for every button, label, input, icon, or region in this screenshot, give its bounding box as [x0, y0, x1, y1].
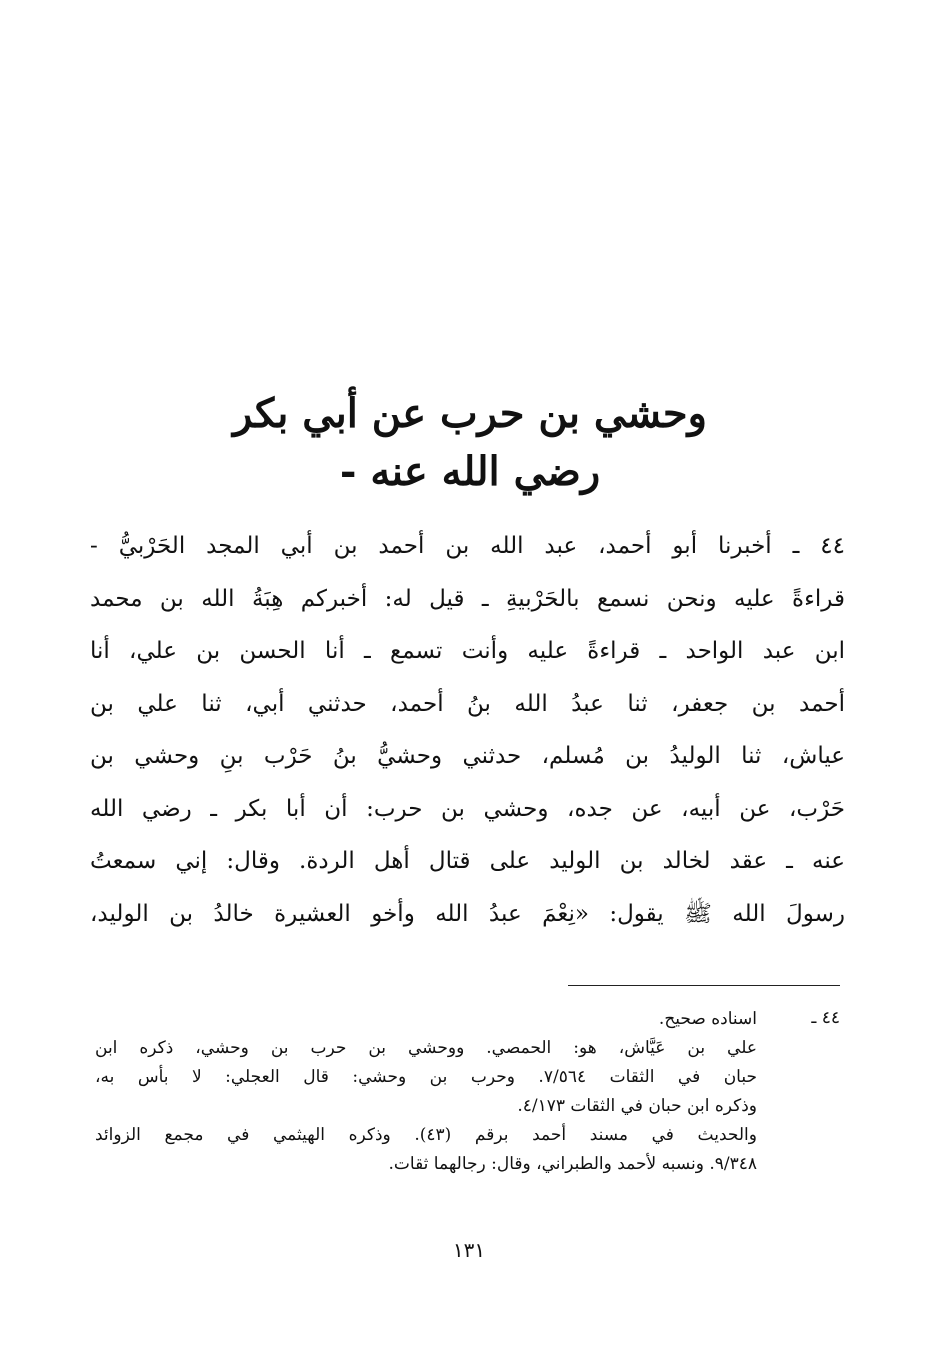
hadith-line: ابن عبد الواحد ـ قراءةً عليه وأنت تسمع ـ أنا الحسن بن علي، أنا: [90, 638, 845, 664]
footnote-number: ٤٤ ـ: [811, 1008, 840, 1028]
hadith-line: عياش، ثنا الوليدُ بن مُسلم، حدثني وحشيُّ بنُ حَرْب بنِ وحشي بن: [90, 743, 845, 769]
chapter-heading-line-1: وحشي بن حرب عن أبي بكر: [233, 390, 707, 437]
chapter-heading: [120, 385, 820, 501]
hadith-text: [90, 520, 845, 940]
footnote-line: ٩/٣٤٨. ونسبه لأحمد والطبراني، وقال: رجالهما ثقات.: [388, 1154, 757, 1174]
hadith-line: أحمد بن جعفر، ثنا عبدُ الله بنُ أحمد، حدثني أبي، ثنا علي بن: [90, 690, 845, 717]
footnote-line: علي بن عَيَّاش، هو: الحمصي. ووحشي بن حرب بن وحشي، ذكره ابن: [95, 1038, 757, 1058]
page-number: ١٣١: [452, 1238, 486, 1262]
chapter-heading-line-2: رضي الله عنه -: [339, 448, 601, 495]
hadith-line: عنه ـ عقد لخالد بن الوليد على قتال أهل الردة. وقال: إني سمعتُ: [90, 848, 845, 874]
footnote-line: والحديث في مسند أحمد برقم (٤٣). وذكره الهيثمي في مجمع الزوائد: [95, 1125, 757, 1145]
footnote-line: اسناده صحيح.: [658, 1009, 757, 1029]
hadith-line: رسولَ الله ﷺ يقول: «نِعْمَ عبدُ الله وأخو العشيرة خالدُ بن الوليد،: [90, 900, 845, 927]
footnote-separator: [568, 985, 840, 986]
footnote-text: [95, 1005, 757, 1179]
hadith-line: حَرْب، عن أبيه، عن جده، وحشي بن حرب: أن أبا بكر ـ رضي الله: [90, 795, 845, 822]
hadith-line: ٤٤ ـ أخبرنا أبو أحمد، عبد الله بن أحمد بن أبي المجد الحَرْبيُّ -: [90, 533, 845, 559]
footnote-line: حبان في الثقات ٧/٥٦٤. وحرب بن وحشي: قال العجلي: لا بأس به،: [95, 1067, 757, 1087]
footnote-line: وذكره ابن حبان في الثقات ٤/١٧٣.: [517, 1096, 757, 1116]
hadith-line: قراءةً عليه ونحن نسمع بالحَرْبيةِ ـ قيل له: أخبركم هِبَةُ الله بن محمد: [90, 585, 845, 612]
